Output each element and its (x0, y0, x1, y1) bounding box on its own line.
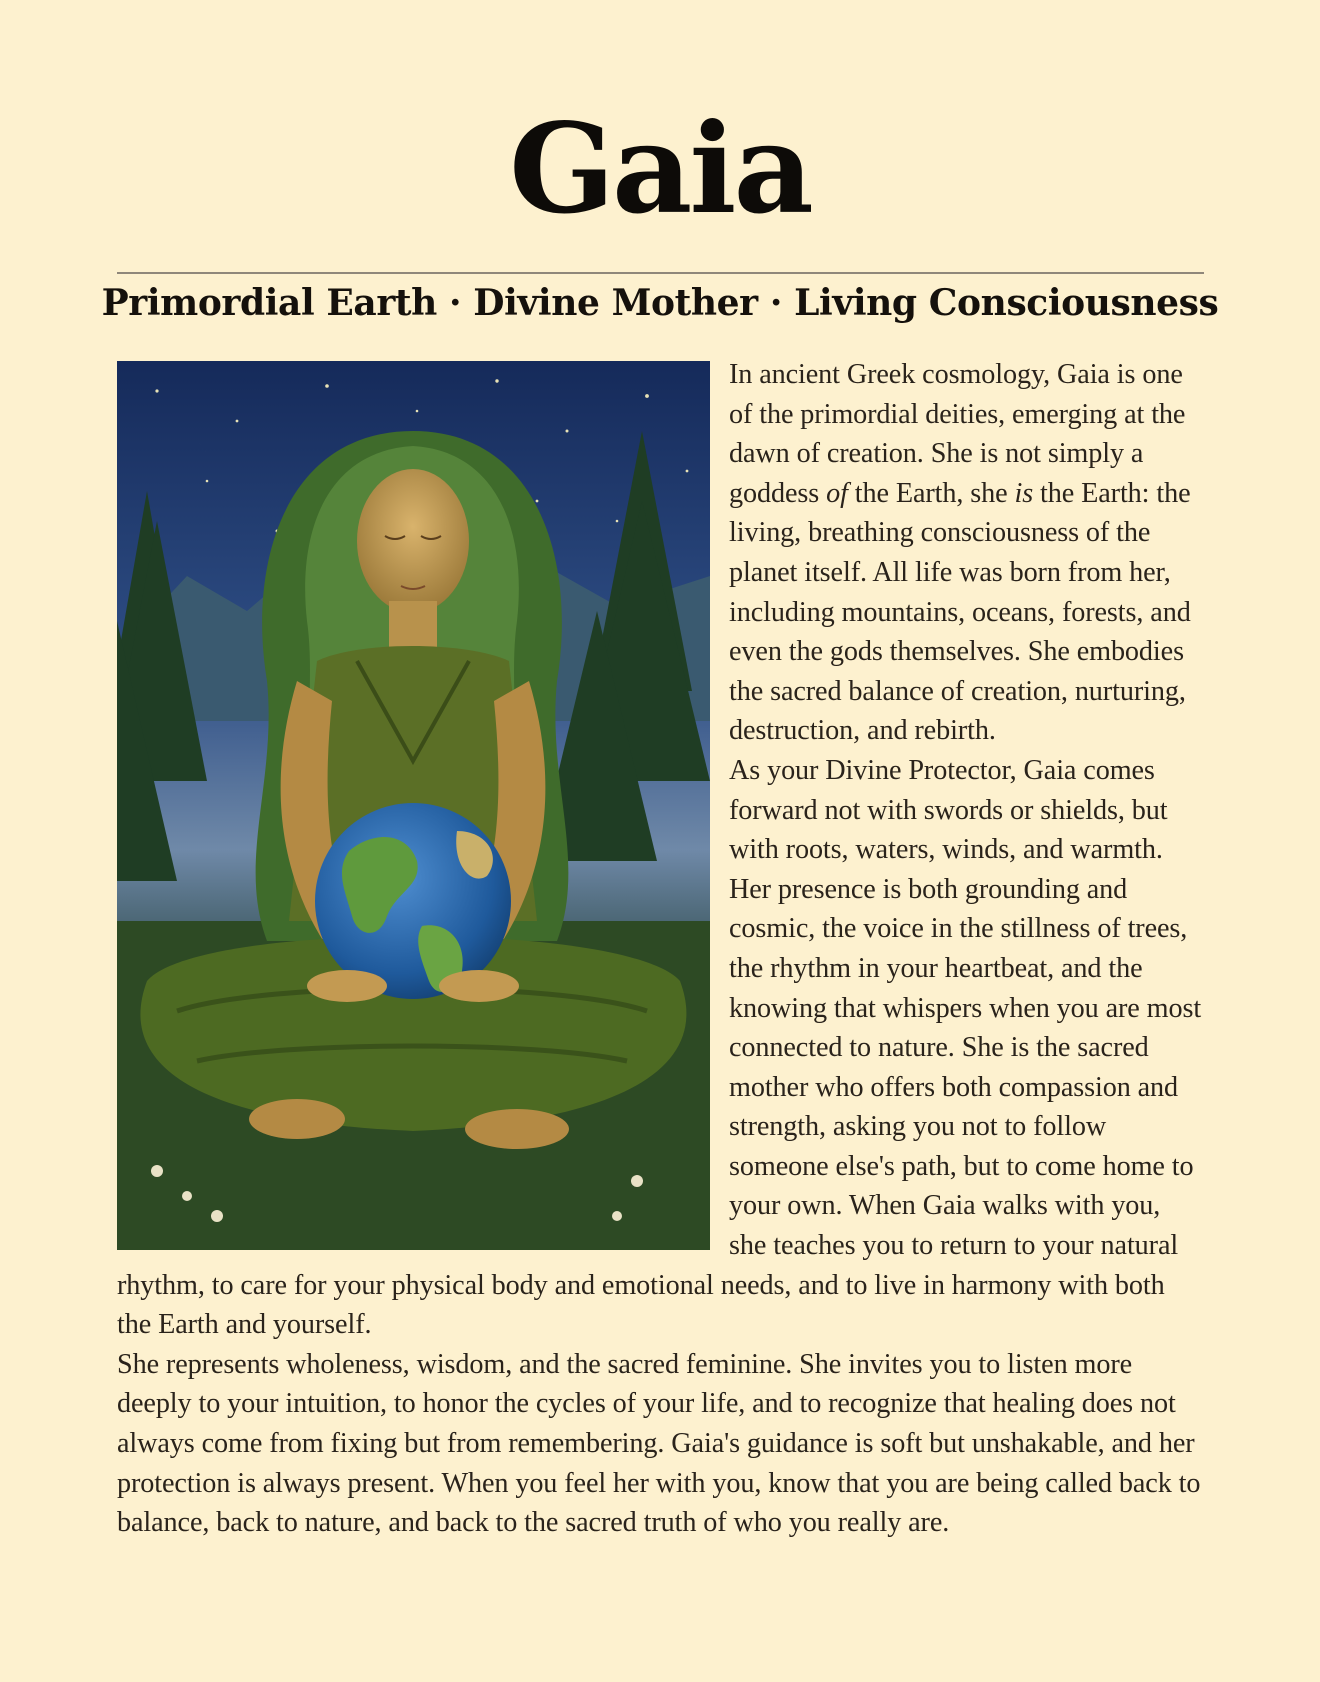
paragraph-3: She represents wholeness, wisdom, and the sacred feminine. She invites you to listen more deeply to your intuition, to honor the cycles of your life, and to recognize that healing does not always come from fixing but from remembering. Gaia's guidance is soft but unshakable, and her protection is always present. When you feel her with you, know that you are being called back to balance, back to nature, and back to the sacred truth of who you really are. (117, 1348, 1201, 1539)
gaia-painting (117, 361, 710, 1250)
paragraph-1-text-c: the Earth: the living, breathing consciousness of the planet itself. All life was born from her, including mountains, oceans, forests, and even the gods themselves. She embodies the sacred balance of creation, nurturing, destruction, and rebirth. (729, 477, 1191, 747)
page-subtitle: Primordial Earth · Divine Mother · Living Consciousness (101, 282, 1219, 324)
divider (117, 272, 1204, 274)
article-body (117, 355, 1204, 1543)
paragraph-2: As your Divine Protector, Gaia comes forward not with swords or shields, but with roots, waters, winds, and warmth. Her presence is both grounding and cosmic, the voice in the stillness of trees, the rhythm in your heartbeat, and the knowing that whispers when you are most connected to nature. She is the sacred mother who offers both compassion and strength, asking you not to follow someone else's path, but to come home to your own. When Gaia walks with you, she teaches you to return to your natural rhythm, to care for your physical body and emotional needs, and to live in harmony with both the Earth and yourself. (117, 754, 1202, 1341)
paragraph-1-text-a: In ancient Greek cosmology, Gaia is one of the primordial deities, emerging at the dawn of creation. She is not simply a goddess (729, 359, 1186, 509)
page-title: Gaia (509, 97, 811, 242)
paragraph-1-text-b: the Earth, she (847, 477, 1015, 509)
paragraph-1-emphasis-of: of (826, 477, 848, 509)
paragraph-1-emphasis-is: is (1014, 477, 1034, 509)
